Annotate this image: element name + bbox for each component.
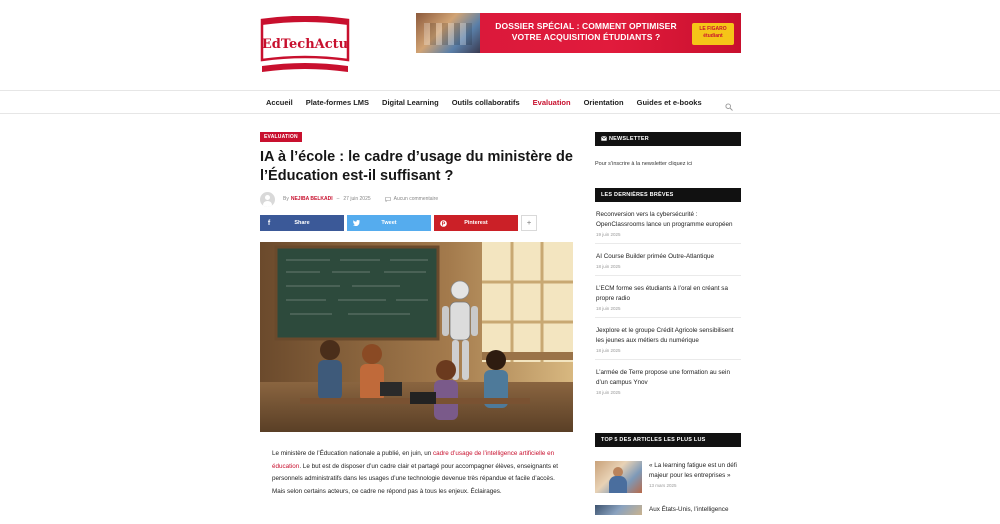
nav-item-evaluation[interactable]: Evaluation [532, 97, 571, 107]
svg-text:P: P [441, 221, 445, 227]
logo-text: EdTechActu [261, 37, 349, 52]
brief-date: 18 juin 2025 [596, 348, 621, 353]
banner-photo [416, 13, 480, 53]
comment-icon [385, 197, 391, 202]
twitter-share-button[interactable] [347, 215, 431, 231]
nav-item-digital-learning[interactable]: Digital Learning [382, 97, 439, 107]
article-meta [260, 191, 575, 207]
brief-date: 18 juin 2025 [596, 306, 621, 311]
banner-headline: DOSSIER SPÉCIAL : COMMENT OPTIMISER VOTRE ACQUISITION ÉTUDIANTS ? [495, 21, 677, 42]
top-article-title[interactable]: Aux États-Unis, l’intelligence [649, 506, 729, 513]
top-article-item[interactable] [595, 505, 741, 515]
category-badge[interactable]: EVALUATION [260, 132, 302, 142]
meta-separator: – [336, 196, 340, 202]
brief-item[interactable] [595, 244, 741, 276]
author-avatar[interactable] [260, 192, 275, 207]
article-hero-image[interactable] [260, 242, 573, 432]
excerpt-link[interactable]: cadre d’usage de l’intelligence artificielle en éducation [272, 450, 555, 470]
twitter-share-label: Tweet [381, 220, 397, 226]
author-link[interactable]: NEJIBA BELKADI [290, 196, 333, 202]
ad-banner[interactable] [416, 13, 741, 53]
brief-date: 18 juin 2025 [596, 264, 621, 269]
nav-item-guides[interactable]: Guides et e-books [636, 97, 702, 107]
envelope-icon [601, 136, 607, 141]
brief-title[interactable]: Reconversion vers la cybersécurité : OpenClassrooms lance un programme européen [596, 211, 733, 228]
share-bar [260, 215, 540, 231]
brief-item[interactable] [595, 360, 741, 401]
excerpt-body: . Le but est de disposer d’un cadre clair et partagé pour accompagner élèves, enseignants et personnels administratifs dans les usages d’une technologie devenue très répandue et facile d’accès. Mais selon certains acteurs, ce cadre ne répond pas à tous les enjeux. Éclairages. [272, 462, 558, 496]
newsletter-title [595, 132, 741, 146]
excerpt-intro: Le ministère de l’Éducation nationale a publié, en juin, un [272, 450, 434, 457]
search-icon[interactable] [725, 98, 733, 106]
brief-date: 19 juin 2025 [596, 232, 621, 237]
nav-item-accueil[interactable]: Accueil [266, 97, 293, 107]
nav-item-lms[interactable]: Plate-formes LMS [305, 97, 370, 107]
briefs-title: LES DERNIÈRES BRÈVES [595, 188, 741, 202]
newsletter-widget [595, 132, 741, 167]
top-article-date: 13 mars 2025 [649, 483, 677, 488]
comments-link[interactable] [385, 196, 438, 202]
brief-item[interactable] [595, 276, 741, 318]
site-logo[interactable] [260, 16, 350, 74]
article-title: IA à l’école : le cadre d’usage du ministère de l’Éducation est-il suffisant ? [260, 149, 573, 184]
facebook-icon: f [267, 219, 271, 227]
brief-item[interactable] [595, 318, 741, 360]
more-share-button[interactable]: + [521, 215, 537, 231]
nav-item-outils-collaboratifs[interactable]: Outils collaboratifs [451, 97, 520, 107]
twitter-icon [347, 215, 365, 231]
comments-count: Aucun commentaire [393, 196, 439, 202]
article-excerpt [272, 448, 564, 499]
top-article-item[interactable] [595, 461, 741, 493]
brief-item[interactable] [595, 202, 741, 244]
top-articles-title: TOP 5 DES ARTICLES LES PLUS LUS [595, 433, 741, 447]
brief-title[interactable]: Jexplore et le groupe Crédit Agricole sensibilisent les jeunes aux métiers du numérique [596, 327, 734, 344]
top-article-title[interactable]: « La learning fatigue est un défi majeur pour les entreprises » [649, 462, 737, 479]
top-article-thumbnail[interactable] [595, 505, 642, 515]
top-article-thumbnail[interactable] [595, 461, 642, 493]
top-articles-widget [595, 433, 741, 515]
pinterest-icon [434, 215, 452, 231]
article-date: 27 juin 2025 [343, 196, 371, 202]
brief-title[interactable]: L’ECM forme ses étudiants à l’oral en créant sa propre radio [596, 285, 728, 302]
banner-badge: LE FIGARO étudiant [692, 23, 734, 45]
by-label: By [283, 196, 289, 202]
briefs-widget [595, 188, 741, 401]
newsletter-link[interactable]: Pour s’inscrire à la newsletter cliquez ici [595, 161, 693, 167]
newsletter-title-text: NEWSLETTER [609, 136, 649, 142]
brief-title[interactable]: AI Course Builder primée Outre-Atlantique [596, 253, 714, 260]
facebook-share-label: Share [294, 220, 310, 226]
brief-date: 18 juin 2025 [596, 390, 621, 395]
facebook-share-button[interactable] [260, 215, 344, 231]
nav-item-orientation[interactable]: Orientation [583, 97, 624, 107]
main-nav [0, 90, 1000, 114]
brief-title[interactable]: L’armée de Terre propose une formation au sein d’un campus Ynov [596, 369, 730, 386]
pinterest-share-label: Pinterest [464, 220, 488, 226]
pinterest-share-button[interactable] [434, 215, 518, 231]
site-header [0, 0, 1000, 90]
